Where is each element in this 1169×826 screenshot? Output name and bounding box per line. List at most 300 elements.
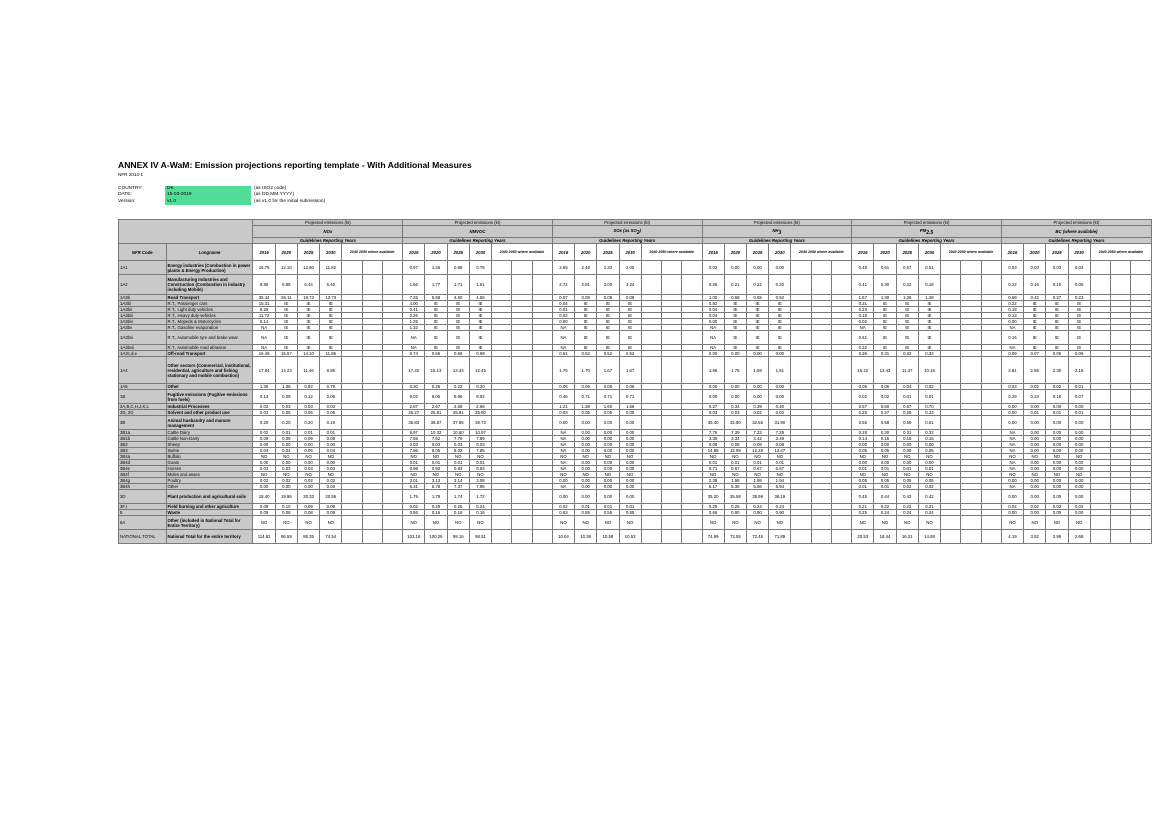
longname-cell[interactable]: R.T., Passenger cars bbox=[166, 301, 253, 307]
value-cell[interactable]: 0.01 bbox=[852, 484, 874, 490]
value-cell[interactable]: 0.05 bbox=[575, 410, 597, 416]
empty-value-cell[interactable] bbox=[682, 530, 702, 544]
nfr-code-cell[interactable]: 1A1 bbox=[119, 261, 167, 275]
value-cell[interactable]: 0.01 bbox=[275, 430, 297, 436]
value-cell[interactable]: IE bbox=[575, 307, 597, 313]
value-cell[interactable]: 0.06 bbox=[1068, 351, 1090, 357]
value-cell[interactable]: 0.66 bbox=[447, 351, 469, 357]
value-cell[interactable]: IE bbox=[724, 319, 746, 325]
value-cell[interactable]: 7.85 bbox=[469, 448, 491, 454]
empty-value-cell[interactable] bbox=[362, 416, 382, 430]
value-cell[interactable]: 7.39 bbox=[724, 430, 746, 436]
value-cell[interactable]: NO bbox=[253, 472, 275, 478]
value-cell[interactable]: NO bbox=[852, 472, 874, 478]
value-cell[interactable]: 0.09 bbox=[253, 510, 275, 516]
value-cell[interactable]: 11.82 bbox=[320, 261, 342, 275]
value-cell[interactable]: 17.84 bbox=[253, 357, 275, 384]
value-cell[interactable]: 15.13 bbox=[425, 357, 447, 384]
value-cell[interactable]: 0.46 bbox=[552, 390, 574, 404]
value-cell[interactable]: NO bbox=[575, 454, 597, 460]
value-cell[interactable]: 8.92 bbox=[469, 390, 491, 404]
value-cell[interactable]: 0.05 bbox=[619, 410, 641, 416]
value-cell[interactable]: 9.97 bbox=[403, 430, 425, 436]
value-cell[interactable]: 0.04 bbox=[552, 301, 574, 307]
value-cell[interactable]: 0.01 bbox=[575, 504, 597, 510]
longname-cell[interactable]: Sheep bbox=[166, 442, 253, 448]
value-cell[interactable]: 0.01 bbox=[769, 460, 791, 466]
value-cell[interactable]: IE bbox=[469, 301, 491, 307]
value-cell[interactable]: 7.62 bbox=[425, 436, 447, 442]
value-cell[interactable]: IE bbox=[469, 319, 491, 325]
value-cell[interactable]: 0.04 bbox=[320, 448, 342, 454]
value-cell[interactable]: 2.69 bbox=[469, 404, 491, 410]
value-cell[interactable]: 0.07 bbox=[552, 295, 574, 301]
longname-cell[interactable]: Cattle Non-Dairy bbox=[166, 436, 253, 442]
value-cell[interactable]: NO bbox=[1068, 516, 1090, 530]
value-cell[interactable]: 0.00 bbox=[1001, 416, 1023, 430]
value-cell[interactable]: 0.02 bbox=[874, 390, 896, 404]
value-cell[interactable]: 7.37 bbox=[447, 484, 469, 490]
value-cell[interactable]: 0.00 bbox=[1068, 466, 1090, 472]
empty-value-cell[interactable] bbox=[811, 516, 831, 530]
value-cell[interactable]: IE bbox=[447, 319, 469, 325]
value-cell[interactable]: 2.67 bbox=[403, 404, 425, 410]
value-cell[interactable]: 0.00 bbox=[724, 384, 746, 390]
value-cell[interactable]: 1.74 bbox=[447, 490, 469, 504]
value-cell[interactable]: 0.00 bbox=[619, 484, 641, 490]
value-cell[interactable]: 0.26 bbox=[403, 313, 425, 319]
empty-value-cell[interactable] bbox=[382, 490, 402, 504]
value-cell[interactable]: 0.00 bbox=[597, 436, 619, 442]
value-cell[interactable]: 20.53 bbox=[852, 530, 874, 544]
value-cell[interactable]: 0.00 bbox=[575, 466, 597, 472]
value-cell[interactable]: 0.03 bbox=[552, 410, 574, 416]
value-cell[interactable]: 0.08 bbox=[275, 510, 297, 516]
value-cell[interactable]: 72.46 bbox=[746, 530, 768, 544]
value-cell[interactable]: 0.00 bbox=[597, 448, 619, 454]
value-cell[interactable]: 0.32 bbox=[918, 351, 940, 357]
value-cell[interactable]: 0.39 bbox=[746, 404, 768, 410]
value-cell[interactable]: IE bbox=[1024, 301, 1046, 307]
value-cell[interactable]: 0.00 bbox=[1068, 436, 1090, 442]
empty-value-cell[interactable] bbox=[981, 516, 1001, 530]
value-cell[interactable]: 3.14 bbox=[447, 478, 469, 484]
value-cell[interactable]: 0.55 bbox=[746, 295, 768, 301]
value-cell[interactable]: 8.96 bbox=[447, 390, 469, 404]
empty-value-cell[interactable] bbox=[981, 275, 1001, 295]
value-cell[interactable]: 0.00 bbox=[619, 442, 641, 448]
value-cell[interactable]: 1.98 bbox=[746, 478, 768, 484]
value-cell[interactable]: IE bbox=[619, 325, 641, 331]
empty-value-cell[interactable] bbox=[1090, 516, 1110, 530]
value-cell[interactable]: 1.67 bbox=[597, 357, 619, 384]
value-cell[interactable]: 0.02 bbox=[1046, 384, 1068, 390]
value-cell[interactable]: IE bbox=[724, 331, 746, 345]
value-cell[interactable]: NO bbox=[619, 472, 641, 478]
value-cell[interactable]: IE bbox=[425, 331, 447, 345]
value-cell[interactable]: 0.00 bbox=[597, 466, 619, 472]
value-cell[interactable]: 10.53 bbox=[619, 530, 641, 544]
value-cell[interactable]: IE bbox=[320, 331, 342, 345]
value-cell[interactable]: 0.22 bbox=[896, 275, 918, 295]
value-cell[interactable]: NA bbox=[552, 466, 574, 472]
value-cell[interactable]: 1.94 bbox=[769, 478, 791, 484]
value-cell[interactable]: 0.21 bbox=[852, 504, 874, 510]
value-cell[interactable]: 0.00 bbox=[275, 460, 297, 466]
value-cell[interactable]: 0.00 bbox=[619, 466, 641, 472]
empty-value-cell[interactable] bbox=[492, 516, 512, 530]
value-cell[interactable]: NO bbox=[746, 454, 768, 460]
value-cell[interactable]: 0.00 bbox=[619, 416, 641, 430]
value-cell[interactable]: IE bbox=[1024, 313, 1046, 319]
value-cell[interactable]: 0.90 bbox=[746, 510, 768, 516]
value-cell[interactable]: 0.14 bbox=[253, 319, 275, 325]
value-cell[interactable]: 0.00 bbox=[1001, 404, 1023, 410]
value-cell[interactable]: 12.80 bbox=[297, 261, 319, 275]
value-cell[interactable]: 0.08 bbox=[852, 384, 874, 390]
value-cell[interactable]: 0.02 bbox=[552, 504, 574, 510]
value-cell[interactable]: NO bbox=[1068, 472, 1090, 478]
longname-cell[interactable]: R.T., Heavy duty vehicles bbox=[166, 313, 253, 319]
longname-cell[interactable]: Other (included in National Total for Entire Territory) bbox=[166, 516, 253, 530]
value-cell[interactable]: 5.36 bbox=[724, 484, 746, 490]
value-cell[interactable]: NA bbox=[702, 345, 724, 351]
value-cell[interactable]: NA bbox=[1001, 325, 1023, 331]
value-cell[interactable]: 1.32 bbox=[403, 325, 425, 331]
empty-value-cell[interactable] bbox=[941, 331, 961, 345]
value-cell[interactable]: 0.22 bbox=[1001, 275, 1023, 295]
empty-value-cell[interactable] bbox=[382, 516, 402, 530]
value-cell[interactable]: 15.22 bbox=[852, 357, 874, 384]
value-cell[interactable]: 13.43 bbox=[874, 357, 896, 384]
empty-value-cell[interactable] bbox=[362, 357, 382, 384]
longname-cell[interactable]: R.T., Gasoline evaporation bbox=[166, 325, 253, 331]
value-cell[interactable]: 0.13 bbox=[1001, 313, 1023, 319]
value-cell[interactable]: 2.67 bbox=[425, 404, 447, 410]
value-cell[interactable]: 10.58 bbox=[597, 530, 619, 544]
value-cell[interactable]: 0.02 bbox=[253, 478, 275, 484]
empty-value-cell[interactable] bbox=[1131, 490, 1152, 504]
value-cell[interactable]: 0.24 bbox=[769, 504, 791, 510]
empty-value-cell[interactable] bbox=[362, 516, 382, 530]
value-cell[interactable]: 0.00 bbox=[619, 436, 641, 442]
value-cell[interactable]: 0.09 bbox=[253, 504, 275, 510]
value-cell[interactable]: 35.58 bbox=[724, 490, 746, 504]
value-cell[interactable]: 0.41 bbox=[852, 275, 874, 295]
value-cell[interactable]: 0.07 bbox=[1068, 390, 1090, 404]
country-value[interactable]: DK bbox=[165, 186, 251, 192]
value-cell[interactable]: 0.08 bbox=[702, 442, 724, 448]
value-cell[interactable]: 0.30 bbox=[874, 275, 896, 295]
value-cell[interactable]: 12.28 bbox=[746, 448, 768, 454]
value-cell[interactable]: 0.00 bbox=[769, 261, 791, 275]
value-cell[interactable]: 0.52 bbox=[769, 295, 791, 301]
value-cell[interactable]: 12.99 bbox=[724, 448, 746, 454]
value-cell[interactable]: IE bbox=[918, 345, 940, 351]
value-cell[interactable]: 1.66 bbox=[619, 404, 641, 410]
value-cell[interactable]: 0.00 bbox=[575, 490, 597, 504]
value-cell[interactable]: 0.34 bbox=[724, 404, 746, 410]
empty-value-cell[interactable] bbox=[641, 516, 661, 530]
value-cell[interactable]: 0.03 bbox=[297, 404, 319, 410]
value-cell[interactable]: 0.09 bbox=[275, 390, 297, 404]
value-cell[interactable]: 35.44 bbox=[253, 295, 275, 301]
value-cell[interactable]: IE bbox=[1046, 331, 1068, 345]
value-cell[interactable]: 0.24 bbox=[918, 510, 940, 516]
value-cell[interactable]: 0.02 bbox=[275, 478, 297, 484]
value-cell[interactable]: 18.73 bbox=[297, 295, 319, 301]
empty-value-cell[interactable] bbox=[981, 530, 1001, 544]
value-cell[interactable]: 0.09 bbox=[320, 390, 342, 404]
value-cell[interactable]: 0.00 bbox=[619, 460, 641, 466]
empty-value-cell[interactable] bbox=[492, 490, 512, 504]
nfr-code-cell[interactable]: 1A3b bbox=[119, 295, 167, 301]
value-cell[interactable]: 98.51 bbox=[469, 530, 491, 544]
value-cell[interactable]: IE bbox=[874, 319, 896, 325]
value-cell[interactable]: 0.32 bbox=[852, 345, 874, 351]
value-cell[interactable]: 0.90 bbox=[769, 510, 791, 516]
empty-value-cell[interactable] bbox=[981, 357, 1001, 384]
empty-value-cell[interactable] bbox=[981, 490, 1001, 504]
value-cell[interactable]: 0.24 bbox=[896, 510, 918, 516]
value-cell[interactable]: IE bbox=[320, 313, 342, 319]
value-cell[interactable]: 5.58 bbox=[425, 295, 447, 301]
value-cell[interactable]: NO bbox=[597, 516, 619, 530]
empty-value-cell[interactable] bbox=[831, 516, 851, 530]
value-cell[interactable]: NO bbox=[253, 516, 275, 530]
value-cell[interactable]: IE bbox=[1046, 319, 1068, 325]
value-cell[interactable]: 0.40 bbox=[769, 404, 791, 410]
value-cell[interactable]: IE bbox=[918, 307, 940, 313]
value-cell[interactable]: NO bbox=[874, 454, 896, 460]
value-cell[interactable]: 7.89 bbox=[469, 436, 491, 442]
value-cell[interactable]: 0.71 bbox=[575, 390, 597, 404]
value-cell[interactable]: 0.03 bbox=[297, 466, 319, 472]
value-cell[interactable]: 1.59 bbox=[746, 357, 768, 384]
value-cell[interactable]: 8.86 bbox=[320, 357, 342, 384]
nfr-code-cell[interactable]: 2A,B,C,H,J,K,L bbox=[119, 404, 167, 410]
empty-value-cell[interactable] bbox=[1131, 357, 1152, 384]
value-cell[interactable]: 0.67 bbox=[896, 404, 918, 410]
value-cell[interactable]: 0.02 bbox=[1068, 504, 1090, 510]
value-cell[interactable]: IE bbox=[896, 301, 918, 307]
value-cell[interactable]: 7.96 bbox=[403, 448, 425, 454]
longname-cell[interactable]: R.T., Light duty vehicles bbox=[166, 307, 253, 313]
value-cell[interactable]: 0.25 bbox=[425, 384, 447, 390]
value-cell[interactable]: 12.45 bbox=[469, 357, 491, 384]
value-cell[interactable]: 16.75 bbox=[253, 261, 275, 275]
nfr-code-cell[interactable]: 1A3bv bbox=[119, 325, 167, 331]
value-cell[interactable]: 0.26 bbox=[702, 275, 724, 295]
value-cell[interactable]: 0.00 bbox=[297, 484, 319, 490]
value-cell[interactable]: IE bbox=[619, 301, 641, 307]
value-cell[interactable]: 25.81 bbox=[447, 410, 469, 416]
longname-cell[interactable]: Industrial Processes bbox=[166, 404, 253, 410]
value-cell[interactable]: 0.00 bbox=[575, 436, 597, 442]
empty-value-cell[interactable] bbox=[941, 490, 961, 504]
value-cell[interactable]: 0.04 bbox=[702, 307, 724, 313]
value-cell[interactable]: NO bbox=[896, 472, 918, 478]
empty-value-cell[interactable] bbox=[342, 331, 362, 345]
empty-value-cell[interactable] bbox=[661, 490, 681, 504]
value-cell[interactable]: 0.01 bbox=[469, 460, 491, 466]
value-cell[interactable]: IE bbox=[425, 313, 447, 319]
value-cell[interactable]: IE bbox=[447, 307, 469, 313]
value-cell[interactable]: NO bbox=[320, 516, 342, 530]
value-cell[interactable]: NO bbox=[724, 516, 746, 530]
value-cell[interactable]: 2.81 bbox=[575, 275, 597, 295]
value-cell[interactable]: IE bbox=[297, 307, 319, 313]
nfr-code-cell[interactable]: 3B4h bbox=[119, 484, 167, 490]
value-cell[interactable]: 1.28 bbox=[896, 295, 918, 301]
nfr-code-cell[interactable]: 3B4g bbox=[119, 478, 167, 484]
value-cell[interactable]: 0.55 bbox=[852, 416, 874, 430]
empty-value-cell[interactable] bbox=[811, 530, 831, 544]
value-cell[interactable]: NO bbox=[852, 516, 874, 530]
empty-value-cell[interactable] bbox=[831, 357, 851, 384]
nfr-code-cell[interactable]: 1A5 bbox=[119, 384, 167, 390]
value-cell[interactable]: 8.85 bbox=[253, 275, 275, 295]
value-cell[interactable]: 0.06 bbox=[575, 384, 597, 390]
value-cell[interactable]: 0.71 bbox=[702, 466, 724, 472]
value-cell[interactable]: IE bbox=[597, 345, 619, 351]
value-cell[interactable]: 6.17 bbox=[702, 484, 724, 490]
value-cell[interactable]: 16.21 bbox=[896, 530, 918, 544]
value-cell[interactable]: NO bbox=[469, 472, 491, 478]
value-cell[interactable]: 3.34 bbox=[724, 436, 746, 442]
value-cell[interactable]: 0.00 bbox=[1046, 430, 1068, 436]
value-cell[interactable]: 1.72 bbox=[469, 490, 491, 504]
value-cell[interactable]: IE bbox=[746, 301, 768, 307]
value-cell[interactable]: 1.28 bbox=[918, 295, 940, 301]
empty-value-cell[interactable] bbox=[512, 275, 532, 295]
longname-cell[interactable]: Fugitive emissions (Fugitive emissions from fuels) bbox=[166, 390, 253, 404]
value-cell[interactable]: 36.87 bbox=[425, 416, 447, 430]
value-cell[interactable]: 6.78 bbox=[425, 484, 447, 490]
value-cell[interactable]: 10.32 bbox=[425, 430, 447, 436]
value-cell[interactable]: IE bbox=[619, 345, 641, 351]
value-cell[interactable]: 4.56 bbox=[469, 295, 491, 301]
nfr-code-cell[interactable]: 3B1b bbox=[119, 436, 167, 442]
value-cell[interactable]: 0.00 bbox=[769, 351, 791, 357]
value-cell[interactable]: 3.01 bbox=[403, 478, 425, 484]
value-cell[interactable]: NO bbox=[403, 454, 425, 460]
empty-value-cell[interactable] bbox=[641, 275, 661, 295]
value-cell[interactable]: 114.82 bbox=[253, 530, 275, 544]
value-cell[interactable]: IE bbox=[275, 331, 297, 345]
value-cell[interactable]: 0.24 bbox=[469, 504, 491, 510]
nfr-code-cell[interactable]: 1A3c,d,e bbox=[119, 351, 167, 357]
value-cell[interactable]: NO bbox=[320, 472, 342, 478]
value-cell[interactable]: 0.05 bbox=[597, 410, 619, 416]
value-cell[interactable]: 0.00 bbox=[1068, 484, 1090, 490]
value-cell[interactable]: 0.06 bbox=[1068, 275, 1090, 295]
value-cell[interactable]: 0.00 bbox=[320, 460, 342, 466]
value-cell[interactable]: IE bbox=[619, 331, 641, 345]
value-cell[interactable]: 13.73 bbox=[320, 295, 342, 301]
value-cell[interactable]: 1.66 bbox=[403, 275, 425, 295]
value-cell[interactable]: 0.06 bbox=[597, 384, 619, 390]
value-cell[interactable]: 0.32 bbox=[896, 351, 918, 357]
nfr-code-cell[interactable]: 2D, 2G bbox=[119, 410, 167, 416]
empty-value-cell[interactable] bbox=[831, 530, 851, 544]
value-cell[interactable]: 0.00 bbox=[597, 460, 619, 466]
value-cell[interactable]: 32.55 bbox=[746, 416, 768, 430]
value-cell[interactable]: 0.00 bbox=[575, 442, 597, 448]
empty-value-cell[interactable] bbox=[382, 261, 402, 275]
value-cell[interactable]: 0.45 bbox=[852, 490, 874, 504]
value-cell[interactable]: IE bbox=[469, 313, 491, 319]
nfr-code-cell[interactable]: 1A3bvi bbox=[119, 331, 167, 345]
value-cell[interactable]: 0.00 bbox=[769, 384, 791, 390]
value-cell[interactable]: 1.30 bbox=[253, 384, 275, 390]
value-cell[interactable]: 0.32 bbox=[918, 430, 940, 436]
value-cell[interactable]: 0.23 bbox=[918, 410, 940, 416]
value-cell[interactable]: 0.22 bbox=[447, 384, 469, 390]
empty-value-cell[interactable] bbox=[981, 261, 1001, 275]
value-cell[interactable]: 14.88 bbox=[702, 448, 724, 454]
value-cell[interactable]: 0.00 bbox=[896, 460, 918, 466]
value-cell[interactable]: 0.67 bbox=[746, 466, 768, 472]
value-cell[interactable]: 0.55 bbox=[619, 510, 641, 516]
value-cell[interactable]: 16.48 bbox=[253, 351, 275, 357]
empty-value-cell[interactable] bbox=[1090, 490, 1110, 504]
value-cell[interactable]: 35.40 bbox=[702, 416, 724, 430]
value-cell[interactable]: 0.00 bbox=[275, 484, 297, 490]
value-cell[interactable]: 0.07 bbox=[1024, 351, 1046, 357]
value-cell[interactable]: NO bbox=[575, 472, 597, 478]
value-cell[interactable]: 0.14 bbox=[852, 436, 874, 442]
value-cell[interactable]: 10.16 bbox=[918, 357, 940, 384]
value-cell[interactable]: 0.00 bbox=[1046, 436, 1068, 442]
empty-value-cell[interactable] bbox=[532, 516, 552, 530]
value-cell[interactable]: 0.00 bbox=[619, 478, 641, 484]
empty-value-cell[interactable] bbox=[961, 331, 981, 345]
empty-value-cell[interactable] bbox=[682, 331, 702, 345]
value-cell[interactable]: 36.19 bbox=[769, 490, 791, 504]
value-cell[interactable]: 0.25 bbox=[447, 504, 469, 510]
value-cell[interactable]: 0.02 bbox=[253, 430, 275, 436]
value-cell[interactable]: 6.44 bbox=[297, 275, 319, 295]
empty-value-cell[interactable] bbox=[362, 530, 382, 544]
value-cell[interactable]: 0.90 bbox=[724, 510, 746, 516]
value-cell[interactable]: NO bbox=[918, 516, 940, 530]
value-cell[interactable]: 0.10 bbox=[275, 504, 297, 510]
value-cell[interactable]: 0.12 bbox=[297, 390, 319, 404]
empty-value-cell[interactable] bbox=[342, 357, 362, 384]
empty-value-cell[interactable] bbox=[1131, 331, 1152, 345]
value-cell[interactable]: 0.43 bbox=[896, 490, 918, 504]
empty-value-cell[interactable] bbox=[661, 275, 681, 295]
value-cell[interactable]: 100.26 bbox=[425, 530, 447, 544]
value-cell[interactable]: IE bbox=[1068, 325, 1090, 331]
empty-value-cell[interactable] bbox=[791, 331, 811, 345]
value-cell[interactable]: 0.00 bbox=[1024, 436, 1046, 442]
value-cell[interactable]: IE bbox=[1024, 345, 1046, 351]
value-cell[interactable]: 1.71 bbox=[447, 275, 469, 295]
value-cell[interactable]: 7.55 bbox=[403, 436, 425, 442]
value-cell[interactable]: 0.00 bbox=[746, 261, 768, 275]
value-cell[interactable]: 2.56 bbox=[1024, 357, 1046, 384]
value-cell[interactable]: NO bbox=[769, 516, 791, 530]
value-cell[interactable]: 0.00 bbox=[1024, 430, 1046, 436]
value-cell[interactable]: 0.00 bbox=[297, 442, 319, 448]
value-cell[interactable]: 0.08 bbox=[320, 510, 342, 516]
value-cell[interactable]: NO bbox=[724, 454, 746, 460]
value-cell[interactable]: 25.81 bbox=[425, 410, 447, 416]
value-cell[interactable]: 0.00 bbox=[724, 351, 746, 357]
value-cell[interactable]: 0.51 bbox=[552, 351, 574, 357]
